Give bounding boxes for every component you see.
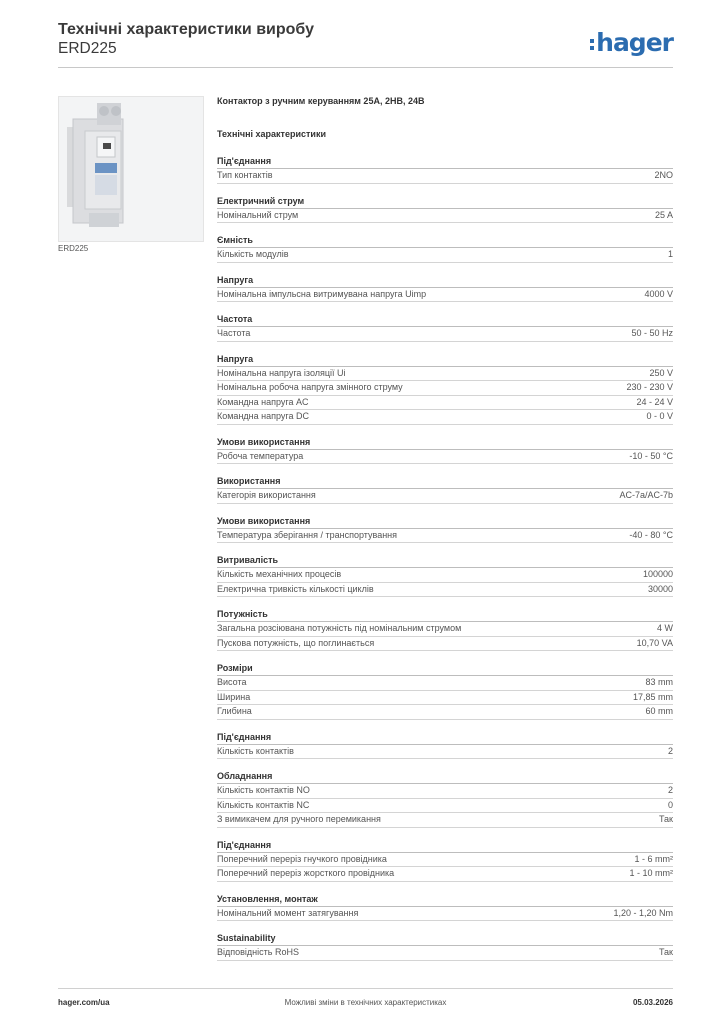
spec-label: Пускова потужність, що поглинається xyxy=(217,637,375,648)
spec-row xyxy=(217,489,673,504)
spec-section xyxy=(217,474,673,504)
spec-label: Кількість контактів NC xyxy=(217,799,310,810)
spec-label: Номінальний струм xyxy=(217,209,299,220)
spec-row xyxy=(217,867,673,882)
spec-section xyxy=(217,352,673,425)
spec-row xyxy=(217,799,673,814)
spec-label: Поперечний переріз гнучкого провідника xyxy=(217,853,387,864)
spec-label: Відповідність RoHS xyxy=(217,947,299,957)
spec-row xyxy=(217,813,673,828)
product-code: ERD225 xyxy=(58,40,117,57)
image-caption: ERD225 xyxy=(58,244,89,253)
spec-value: 100000 xyxy=(642,569,673,579)
header-divider xyxy=(58,67,673,68)
spec-label: Кількість механічних процесів xyxy=(217,569,342,579)
spec-label: Температура зберігання / транспортування xyxy=(217,529,398,540)
section-title: Розміри xyxy=(217,661,673,676)
page-footer xyxy=(58,996,673,1010)
spec-value: AC-7a/AC-7b xyxy=(619,490,673,500)
spec-section xyxy=(217,730,673,760)
spec-section xyxy=(217,769,673,828)
page-title: Технічні характеристики виробу xyxy=(58,21,314,38)
logo-text: hager xyxy=(596,28,673,57)
spec-row xyxy=(217,327,673,342)
spec-value: 2NO xyxy=(654,170,673,180)
spec-value: -40 - 80 °C xyxy=(629,529,673,540)
spec-row xyxy=(217,529,673,544)
spec-section xyxy=(217,154,673,184)
spec-row xyxy=(217,169,673,184)
spec-label: Загальна розсіювана потужність під номінальним струмом xyxy=(217,623,462,633)
spec-value: 10,70 VA xyxy=(636,637,673,648)
logo-dots-icon xyxy=(590,36,595,53)
spec-label: З вимикачем для ручного перемикання xyxy=(217,814,381,824)
spec-row xyxy=(217,396,673,411)
spec-table xyxy=(217,94,673,971)
spec-label: Номінальний момент затягування xyxy=(217,907,359,918)
spec-row xyxy=(217,367,673,382)
hager-logo xyxy=(590,28,673,57)
spec-row xyxy=(217,705,673,720)
section-title: Потужність xyxy=(217,607,673,622)
spec-label: Робоча температура xyxy=(217,450,304,461)
product-image xyxy=(58,96,204,242)
spec-value: 25 A xyxy=(654,209,673,220)
spec-row xyxy=(217,583,673,598)
spec-row xyxy=(217,676,673,691)
spec-row xyxy=(217,622,673,637)
section-title: Ємність xyxy=(217,233,673,248)
spec-row xyxy=(217,745,673,760)
spec-row xyxy=(217,288,673,303)
spec-heading: Технічні характеристики xyxy=(217,129,326,139)
spec-value: 250 V xyxy=(649,367,673,378)
spec-label: Тип контактів xyxy=(217,170,273,180)
section-title: Під'єднання xyxy=(217,838,673,853)
section-title: Напруга xyxy=(217,273,673,288)
spec-value: 230 - 230 V xyxy=(626,382,673,392)
spec-value: 0 - 0 V xyxy=(646,411,673,421)
spec-row xyxy=(217,946,673,961)
spec-section xyxy=(217,194,673,224)
spec-label: Висота xyxy=(217,677,247,687)
contactor-product-icon xyxy=(59,97,203,241)
spec-label: Частота xyxy=(217,328,251,338)
spec-row xyxy=(217,637,673,652)
section-title: Умови використання xyxy=(217,514,673,529)
spec-section xyxy=(217,233,673,263)
spec-section xyxy=(217,931,673,961)
spec-row xyxy=(217,450,673,465)
spec-value: Так xyxy=(658,814,673,824)
spec-value: 1,20 - 1,20 Nm xyxy=(613,907,673,918)
spec-value: 30000 xyxy=(647,583,673,594)
section-title: Під'єднання xyxy=(217,730,673,745)
spec-label: Кількість модулів xyxy=(217,249,289,259)
spec-row xyxy=(217,784,673,799)
spec-value: 1 - 10 mm² xyxy=(629,868,673,878)
spec-label: Глибина xyxy=(217,706,252,716)
section-title: Використання xyxy=(217,474,673,489)
spec-value: -10 - 50 °C xyxy=(629,450,673,461)
spec-section xyxy=(217,838,673,882)
footer-website-link[interactable]: hager.com/ua xyxy=(58,998,110,1007)
section-title: Умови використання xyxy=(217,435,673,450)
spec-label: Поперечний переріз жорсткого провідника xyxy=(217,868,395,878)
spec-value: 4000 V xyxy=(644,288,673,299)
section-title: Напруга xyxy=(217,352,673,367)
spec-section xyxy=(217,514,673,544)
spec-value: 1 - 6 mm² xyxy=(634,853,673,864)
spec-value: 2 xyxy=(667,745,673,756)
spec-value: 24 - 24 V xyxy=(636,396,673,407)
spec-section xyxy=(217,553,673,597)
spec-label: Командна напруга AC xyxy=(217,396,309,407)
spec-sections xyxy=(217,154,673,961)
spec-row xyxy=(217,691,673,706)
spec-label: Кількість контактів NO xyxy=(217,785,310,795)
spec-label: Номінальна імпульсна витримувана напруга Uimp xyxy=(217,288,427,299)
spec-value: 17,85 mm xyxy=(632,691,673,702)
spec-row xyxy=(217,853,673,868)
spec-section xyxy=(217,661,673,720)
section-title: Витривалість xyxy=(217,553,673,568)
section-title: Установлення, монтаж xyxy=(217,892,673,907)
spec-value: 83 mm xyxy=(645,677,673,687)
spec-value: 4 W xyxy=(656,623,673,633)
section-title: Sustainability xyxy=(217,931,673,946)
spec-label: Номінальна робоча напруга змінного струму xyxy=(217,382,403,392)
section-title: Електричний струм xyxy=(217,194,673,209)
spec-row xyxy=(217,568,673,583)
footer-date: 05.03.2026 xyxy=(632,998,673,1007)
spec-value: Так xyxy=(658,947,673,957)
spec-label: Номінальна напруга ізоляції Ui xyxy=(217,367,346,378)
spec-row xyxy=(217,248,673,263)
spec-value: 50 - 50 Hz xyxy=(631,328,673,338)
product-description: Контактор з ручним керуванням 25A, 2НВ, 24В xyxy=(217,96,425,106)
spec-row xyxy=(217,381,673,396)
spec-section xyxy=(217,312,673,342)
spec-section xyxy=(217,435,673,465)
footer-divider xyxy=(58,988,673,989)
spec-row xyxy=(217,209,673,224)
section-title: Обладнання xyxy=(217,769,673,784)
page-header xyxy=(58,20,673,58)
section-title: Частота xyxy=(217,312,673,327)
spec-label: Командна напруга DC xyxy=(217,411,309,421)
spec-section xyxy=(217,273,673,303)
spec-label: Електрична тривкість кількості циклів xyxy=(217,583,374,594)
spec-value: 0 xyxy=(667,799,673,810)
spec-label: Ширина xyxy=(217,691,251,702)
spec-value: 60 mm xyxy=(645,706,673,716)
spec-row xyxy=(217,410,673,425)
spec-value: 2 xyxy=(667,785,673,795)
spec-section xyxy=(217,607,673,651)
spec-label: Категорія використання xyxy=(217,490,316,500)
spec-value: 1 xyxy=(667,249,673,259)
spec-section xyxy=(217,892,673,922)
spec-row xyxy=(217,907,673,922)
spec-label: Кількість контактів xyxy=(217,745,294,756)
footer-notice: Можливі зміни в технічних характеристиках xyxy=(284,998,447,1007)
section-title: Під'єднання xyxy=(217,154,673,169)
